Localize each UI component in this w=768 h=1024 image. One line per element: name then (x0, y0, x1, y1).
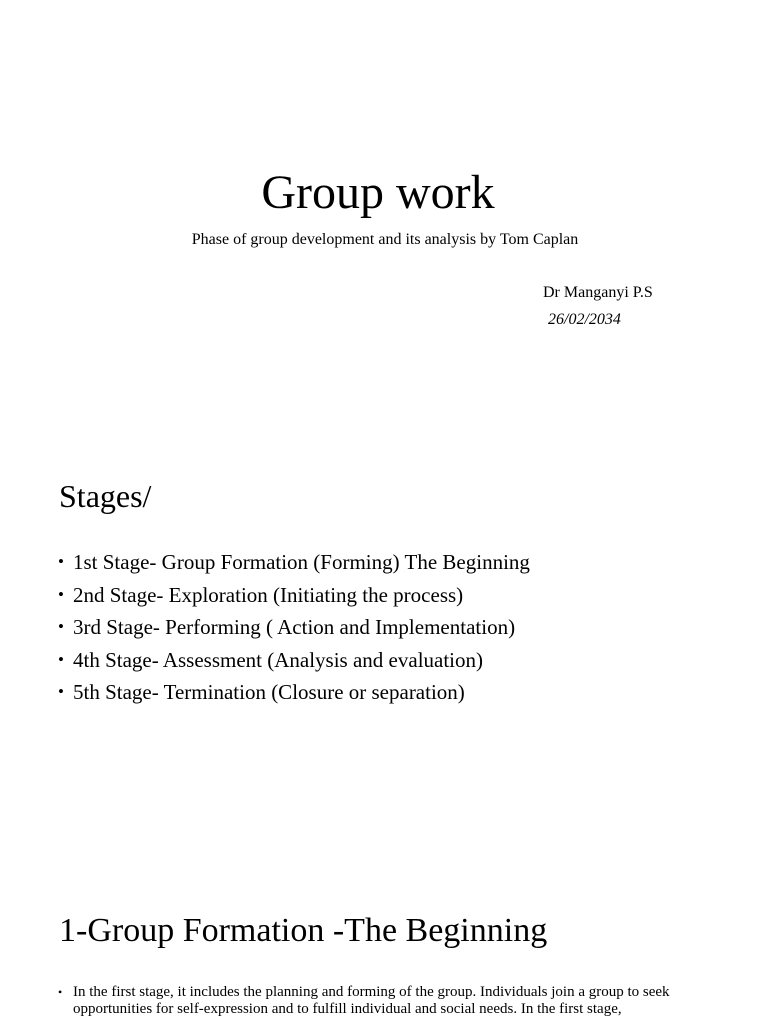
list-item-text: 3rd Stage- Performing ( Action and Implementation) (73, 615, 516, 639)
paragraph-text: In the first stage, it includes the planning and forming of the group. Individuals join a group to seek opportunities for self-expression and to fulfill individual and social needs. In the first stage, (73, 984, 670, 1017)
stages-list (58, 546, 530, 709)
author-name: Dr Manganyi P.S (543, 284, 653, 301)
bullet-icon: • (58, 584, 64, 604)
slide-group-formation (0, 864, 768, 1024)
slide-title (0, 0, 768, 432)
bullet-icon: • (58, 552, 64, 571)
body-paragraph (58, 984, 723, 1018)
list-item (58, 644, 530, 677)
list-item (58, 611, 530, 644)
list-item (58, 546, 530, 579)
bullet-icon: • (58, 617, 64, 636)
list-item (58, 579, 530, 612)
bullet-icon: • (58, 985, 63, 999)
list-item-text: 2nd Stage- Exploration (Initiating the process) (73, 582, 464, 607)
list-item-text: 1st Stage- Group Formation (Forming) The Beginning (73, 550, 530, 574)
slide-stages (0, 432, 768, 864)
presentation-title: Group work (261, 166, 495, 219)
slide-heading: Stages/ (59, 478, 152, 514)
list-item-text: 4th Stage- Assessment (Analysis and evaluation) (73, 647, 484, 672)
slide-heading: 1-Group Formation -The Beginning (59, 912, 548, 949)
presentation-subtitle: Phase of group development and its analysis by Tom Caplan (191, 231, 579, 248)
presentation-date: 26/02/2034 (548, 311, 621, 328)
list-item-text: 5th Stage- Termination (Closure or separation) (73, 680, 465, 704)
list-item (58, 676, 530, 709)
bullet-icon: • (58, 649, 64, 669)
bullet-icon: • (58, 682, 64, 701)
